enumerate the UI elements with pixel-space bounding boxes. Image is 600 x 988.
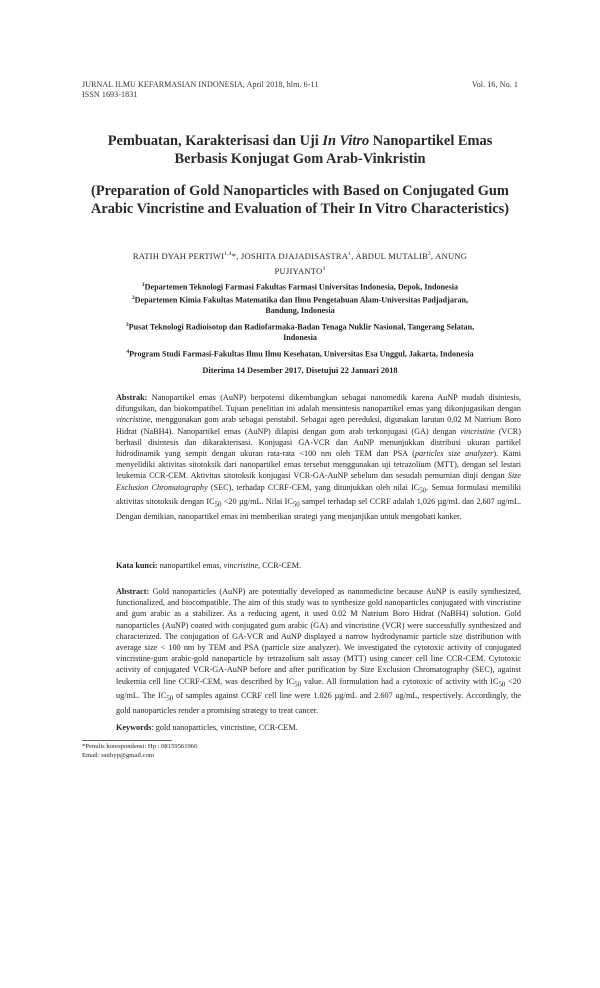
keywords-label: Keywords [116,723,152,732]
issn: ISSN 1693-1831 [82,90,138,99]
abstract-label: Abstract: [116,587,150,596]
abstrak-paragraph: Abstrak: Nanopartikel emas (AuNP) berpotensi dikembangkan sebagai nanomedik karena AuNP mudah disintesis, difungsikan, dan biokompatibel. Tujuan penelitian ini adalah mensintesis nanopartikel emas yang dikonjugasikan dengan vincristine, menggunakan gom arab sebagai penstabil. Sebagai agen pereduksi, digunakan larutan 0,02 M Natrium Boro Hidrat (NaBH4). Nanopartikel emas (AuNP) dilapisi dengan gom arab terkonjugasi (GA) dengan vincristine (VCR) berhasil disintesis dan dikarakterisasi. Konjugasi GA-VCR dan AuNP menunjukkan distribusi ukuran partikel hidrodinamik yang sempit dengan ukuran rata-rata <100 nm oleh TEM dan PSA (particles size analyzer). Kami menyelidiki aktivitas sitotoksik dari nanopartikel emas tersebut menggunakan uji tetrazolium (MTT), dengan sel lestari leukemia CCR-CEM. Aktivitas sitotoksik konjugasi VCR-GA-AuNP sebelum dan sesudah pemurnian diuji dengan Size Exclusion Chromatography (SEC), terhadap CCRF-CEM, yang ditunjukkan oleh nilai $IC_{50}$. Semua formulasi memiliki aktivitas sitotoksik dengan $IC_{50} <20$ µg/mL. Nilai $IC_{50}$ sampel terhadap sel CCRF adalah 1,026 µg/mL dan 2,607 ug/mL. Dengan demikian, nanopartikel emas ini memberikan strategi yang menjanjikan untuk mengobati kanker. [116,393,522,522]
abstract-paragraph: Abstract: Gold nanoparticles (AuNP) are potentially developed as nanomedicine because AuNP is easily synthesized, functionalized, and biocompatible. The aim of this study was to synthesize gold nanoparticles conjugated with vincristine and gum arabic as a stabilizer. As a reducing agent, it used 0.02 M Natrium Boro Hidrat (NaBH4) solution. Gold nanoparticles (AuNP) coated with conjugated gum arabic (GA) and vincristine (VCR) were successfully synthesized and characterized. The conjugation of GA-VCR and AuNP displayed a narrow hydrodynamic particle size distribution with average size < 100 nm by TEM and PSA (particle size analyzer). We investigated the cytotoxic activity of conjugated vincristine-gum arabic-gold nanoparticle by tetrazolium salt assay (MTT) using cancer cell line CCR-CEM. Cytotoxic activity of conjugated VCR-GA-AuNP before and after purification by Size Exclusion Chromatography (SEC), against leukemia cell line CCRF-CEM, was described by $IC_{50}$ value. All formulation had a cytotoxic of activity with $IC_{50} <20$ ug/mL. The $IC_{50}$ of samples against CCRF cell line were 1.026 µg/mL and 2.607 ug/mL, respectively. Accordingly, the gold nanoparticles render a promising strategy to treat cancer. [116,587,521,716]
kata-kunci-label: Kata kunci: [116,561,158,570]
kata-kunci: Kata kunci: nanopartikel emas, vincristine, CCR-CEM. [116,561,302,570]
footnote-divider [82,740,172,741]
footnote-email: Email: ratihyp@gmail.com [82,752,154,759]
affiliation-3: $^3$Pusat Teknologi Radioisotop dan Radiofarmaka-Badan Tenaga Nuklir Nasional, Tangerang Selatan, Indonesia [125,322,475,343]
title-english: (Preparation of Gold Nanoparticles with Based on Conjugated Gum Arabic Vincristine and Evaluation of Their In Vitro Characteristics) [90,183,510,217]
received-dates: Diterima 14 Desember 2017, Disetujui 22 Januari 2018 [202,366,398,375]
footnote-correspondence: *Penulis korespondensi: Hp : 08159561966 [82,743,198,750]
keywords: Keywords: gold nanoparticles, vincristine, CCR-CEM. [116,723,298,732]
journal-citation: JURNAL ILMU KEFARMASIAN INDONESIA, April 2018, hlm. 6-11 [82,80,319,89]
affiliation-1: $^1$Departemen Teknologi Farmasi Fakultas Farmasi Universitas Indonesia, Depok, Indonesia [141,282,459,292]
abstrak-label: Abstrak: [116,393,148,402]
title-italic: In Vitro [322,133,370,149]
volume-number: Vol. 16, No. 1 [471,80,518,89]
affiliation-4: $^4$Program Studi Farmasi-Fakultas Ilmu Ilmu Kesehatan, Universitas Esa Unggul, Jakarta, Indonesia [126,349,474,359]
running-header [82,80,518,100]
title-indonesian: Pembuatan, Karakterisasi dan Uji In Vitro Nanopartikel Emas Berbasis Konjugat Gom Arab-Vinkristin [107,133,493,167]
affiliation-2: $^2$Departemen Kimia Fakultas Matematika dan Ilmu Pengetahuan Alam-Universitas Padjadjaran, Bandung, Indonesia [131,295,469,316]
author-list: RATIH DYAH PERTIWI$^{1,4}$*, JOSHITA DJAJADISASTRA$^1$, ABDUL MUTALIB$^2$, ANUNG PUJIYANTO$^3$ [132,250,468,276]
